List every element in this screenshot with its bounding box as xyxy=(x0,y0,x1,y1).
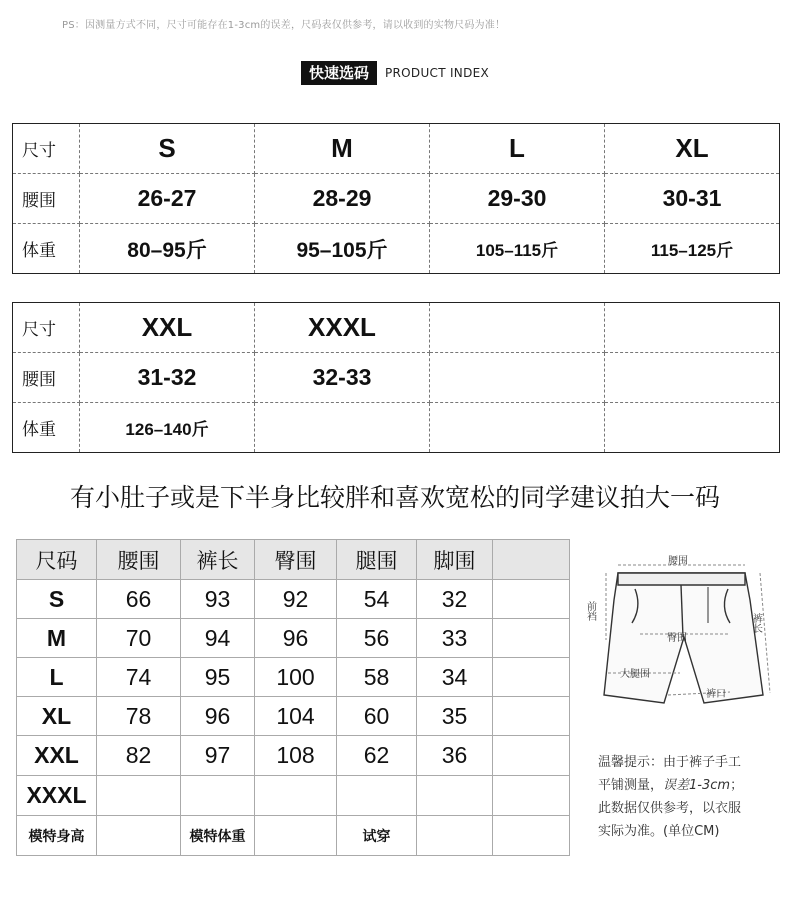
value-cell xyxy=(417,776,493,816)
try-on-label: 试穿 xyxy=(337,816,417,856)
value-cell: 108 xyxy=(255,736,337,776)
header-cell: 脚围 xyxy=(417,540,493,580)
value-cell: 96 xyxy=(255,619,337,658)
table-row xyxy=(17,580,570,619)
tip-line: 此数据仅供参考，以衣服 xyxy=(598,801,742,816)
waist-cell xyxy=(430,353,605,403)
weight-cell: 115–125斤 xyxy=(650,241,734,260)
quick-select-title: 快速选码 xyxy=(301,61,377,85)
waist-row xyxy=(13,174,780,224)
tip-line: 实际为准。(单位CM) xyxy=(598,824,720,839)
size-label: 尺寸 xyxy=(13,124,80,174)
value-cell: 95 xyxy=(181,658,255,697)
waist-label: 腰围 xyxy=(13,353,80,403)
value-cell: 94 xyxy=(181,619,255,658)
header-cell: 尺码 xyxy=(17,540,97,580)
tip-text: ； xyxy=(730,778,744,793)
waist-cell: 30-31 xyxy=(605,174,780,224)
empty-cell xyxy=(493,816,570,856)
value-cell: 92 xyxy=(255,580,337,619)
size-row xyxy=(13,303,780,353)
header-cell: 臀围 xyxy=(255,540,337,580)
value-cell xyxy=(97,776,181,816)
size-cell: S xyxy=(80,124,255,174)
weight-cell xyxy=(605,403,780,453)
waist-cell xyxy=(605,353,780,403)
weight-label: 体重 xyxy=(13,224,80,274)
table-row xyxy=(17,736,570,776)
value-cell: 32 xyxy=(417,580,493,619)
value-cell xyxy=(493,697,570,736)
weight-row xyxy=(13,403,780,453)
value-cell xyxy=(337,776,417,816)
waist-label: 腰围 xyxy=(13,174,80,224)
model-height-value xyxy=(97,816,181,856)
value-cell: 74 xyxy=(97,658,181,697)
size-cell: S xyxy=(17,580,97,619)
value-cell: 82 xyxy=(97,736,181,776)
value-cell: 34 xyxy=(417,658,493,697)
weight-cell: 95–105斤 xyxy=(255,224,430,274)
value-cell xyxy=(493,736,570,776)
value-cell xyxy=(493,619,570,658)
value-cell: 54 xyxy=(337,580,417,619)
size-cell xyxy=(605,303,780,353)
quick-size-table-1 xyxy=(12,123,780,274)
size-row xyxy=(13,124,780,174)
size-cell: XXL xyxy=(80,303,255,353)
size-up-suggestion: 有小肚子或是下半身比较胖和喜欢宽松的同学建议拍大一码 xyxy=(69,483,720,512)
value-cell xyxy=(493,776,570,816)
value-cell: 56 xyxy=(337,619,417,658)
diagram-waist-label: 腰围 xyxy=(668,556,688,567)
weight-cell: 126–140斤 xyxy=(80,403,255,453)
value-cell: 100 xyxy=(255,658,337,697)
weight-cell: 105–115斤 xyxy=(430,224,605,274)
measurement-tip xyxy=(598,751,783,843)
shorts-measurement-diagram xyxy=(580,545,780,735)
try-on-value xyxy=(417,816,493,856)
waist-cell: 26-27 xyxy=(80,174,255,224)
value-cell: 78 xyxy=(97,697,181,736)
model-row xyxy=(17,816,570,856)
diagram-length-label: 裤长 xyxy=(750,613,762,633)
value-cell: 93 xyxy=(181,580,255,619)
model-weight-label: 模特体重 xyxy=(181,816,255,856)
value-cell: 62 xyxy=(337,736,417,776)
header-row xyxy=(17,540,570,580)
waist-cell: 28-29 xyxy=(255,174,430,224)
size-cell: XL xyxy=(605,124,780,174)
diagram-hem-label: 裤口 xyxy=(706,689,726,700)
tip-text: 平铺测量， xyxy=(598,778,664,793)
tip-error-range: 误差1-3cm xyxy=(663,778,731,793)
tip-line xyxy=(598,774,783,797)
diagram-hip-label: 臀围 xyxy=(667,633,687,644)
value-cell: 36 xyxy=(417,736,493,776)
size-cell xyxy=(430,303,605,353)
waist-cell: 32-33 xyxy=(255,353,430,403)
value-cell: 97 xyxy=(181,736,255,776)
value-cell: 104 xyxy=(255,697,337,736)
header-cell: 裤长 xyxy=(181,540,255,580)
value-cell xyxy=(493,658,570,697)
weight-cell xyxy=(430,403,605,453)
model-weight-value xyxy=(255,816,337,856)
size-cell: XXL xyxy=(17,736,97,776)
size-cell: L xyxy=(17,658,97,697)
table-row xyxy=(17,776,570,816)
size-cell: XXXL xyxy=(255,303,430,353)
measurement-table xyxy=(16,539,570,856)
value-cell: 70 xyxy=(97,619,181,658)
quick-size-table-2 xyxy=(12,302,780,453)
table-row xyxy=(17,658,570,697)
header-cell: 腿围 xyxy=(337,540,417,580)
size-cell: L xyxy=(430,124,605,174)
model-height-label: 模特身高 xyxy=(17,816,97,856)
value-cell: 66 xyxy=(97,580,181,619)
waist-cell: 29-30 xyxy=(430,174,605,224)
weight-cell: 80–95斤 xyxy=(80,224,255,274)
value-cell xyxy=(255,776,337,816)
diagram-front-rise-label: 前裆 xyxy=(584,601,596,621)
measurement-disclaimer: PS：因测量方式不同，尺寸可能存在1-3cm的误差，尺码表仅供参考，请以收到的实物尺码为准！ xyxy=(62,20,506,31)
value-cell xyxy=(181,776,255,816)
header-cell: 腰围 xyxy=(97,540,181,580)
value-cell: 35 xyxy=(417,697,493,736)
size-label: 尺寸 xyxy=(13,303,80,353)
weight-label: 体重 xyxy=(13,403,80,453)
tip-line: 温馨提示：由于裤子手工 xyxy=(598,755,742,770)
table-row xyxy=(17,619,570,658)
weight-row xyxy=(13,224,780,274)
diagram-thigh-label: 大腿围 xyxy=(620,669,650,680)
value-cell xyxy=(493,580,570,619)
size-cell: M xyxy=(255,124,430,174)
waist-cell: 31-32 xyxy=(80,353,255,403)
value-cell: 60 xyxy=(337,697,417,736)
size-cell: M xyxy=(17,619,97,658)
value-cell: 33 xyxy=(417,619,493,658)
table-row xyxy=(17,697,570,736)
size-cell: XL xyxy=(17,697,97,736)
section-header xyxy=(0,60,790,86)
header-cell xyxy=(493,540,570,580)
size-cell: XXXL xyxy=(17,776,97,816)
weight-cell xyxy=(255,403,430,453)
value-cell: 58 xyxy=(337,658,417,697)
product-index-subtitle: PRODUCT INDEX xyxy=(384,66,490,80)
value-cell: 96 xyxy=(181,697,255,736)
waist-row xyxy=(13,353,780,403)
